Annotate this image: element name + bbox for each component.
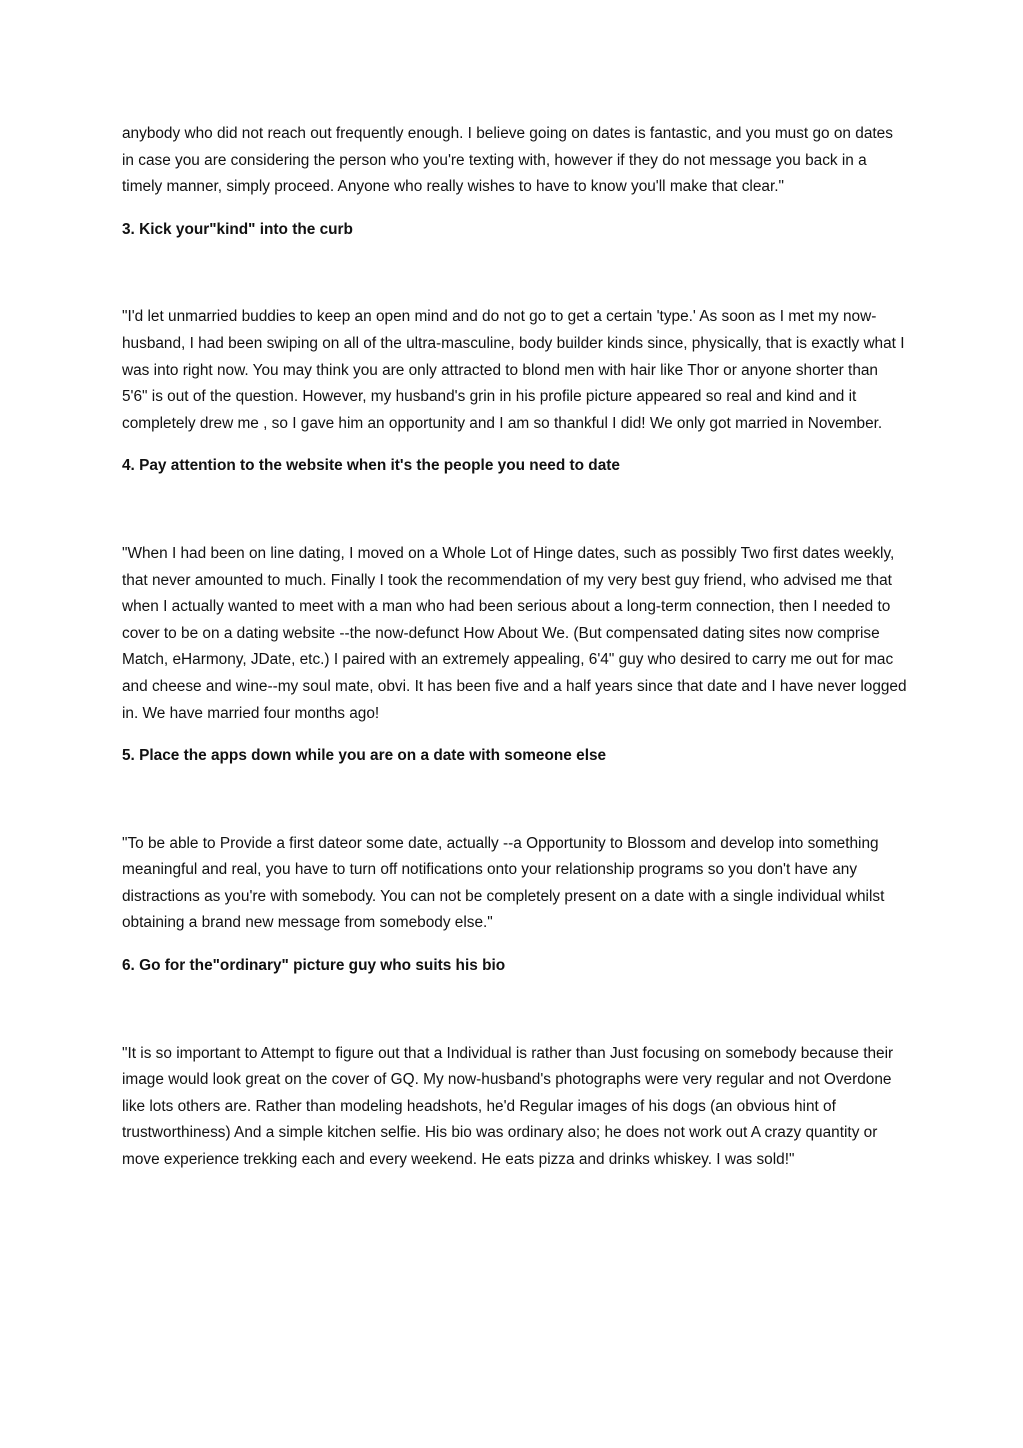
section-heading-3: 3. Kick your"kind" into the curb (122, 220, 353, 238)
document-body (122, 121, 907, 1174)
intro-paragraph: anybody who did not reach out frequently enough. I believe going on dates is fantastic, and you must go on dates in case you are considering the person who you're texting with, however if they do not message you back in a timely manner, simply proceed. Anyone who really wishes to have to know you'll make that clear." (122, 125, 893, 196)
section-body-6: "It is so important to Attempt to figure out that a Individual is rather than Just focusing on somebody because their image would look great on the cover of GQ. My now-husband's photographs were very regular and not Overdone like lots others are. Rather than modeling headshots, he'd Regular images of his dogs (an obvious hint of trustworthiness) And a simple kitchen selfie. His bio was ordinary also; he does not work out A crazy quantity or move experience trekking each and every weekend. He eats pizza and drinks whiskey. I was sold!" (122, 1044, 894, 1169)
section-body-3: "I'd let unmarried buddies to keep an open mind and do not go to get a certain 'type.' As soon as I met my now-husband, I had been swiping on all of the ultra-masculine, body builder kinds since, physically, that is exactly what I was into right now. You may think you are only attracted to blond men with hair like Thor or anyone shorter than 5'6" is out of the question. However, my husband's grin in his profile picture appeared so real and kind and it completely drew me , so I gave him an opportunity and I am so thankful I did! We only got married in November. (122, 308, 905, 432)
section-body-4: "When I had been on line dating, I moved on a Whole Lot of Hinge dates, such as possibly Two first dates weekly, that never amounted to much. Finally I took the recommendation of my very best guy friend, who advised me that when I actually wanted to meet with a man who had been serious about a long-term connection, then I needed to cover to be on a dating website --the now-defunct How About We. (But compensated dating sites now comprise Match, eHarmony, JDate, etc.) I paired with an extremely appealing, 6'4" guy who desired to carry me out for mac and cheese and wine--my soul mate, obvi. It has been five and a half years since that date and I have never logged in. We have married four months ago! (122, 544, 907, 722)
section-body-5: "To be able to Provide a first dateor some date, actually --a Opportunity to Blossom and develop into something meaningful and real, you have to turn off notifications onto your relationship programs so you don't have any distractions as you're with somebody. You can not be completely present on a date with a single individual whilst obtaining a brand new message from somebody else." (122, 834, 885, 932)
section-heading-4: 4. Pay attention to the website when it's the people you need to date (122, 457, 620, 475)
section-heading-6: 6. Go for the"ordinary" picture guy who suits his bio (122, 957, 506, 975)
section-heading-5: 5. Place the apps down while you are on a date with someone else (122, 747, 607, 765)
